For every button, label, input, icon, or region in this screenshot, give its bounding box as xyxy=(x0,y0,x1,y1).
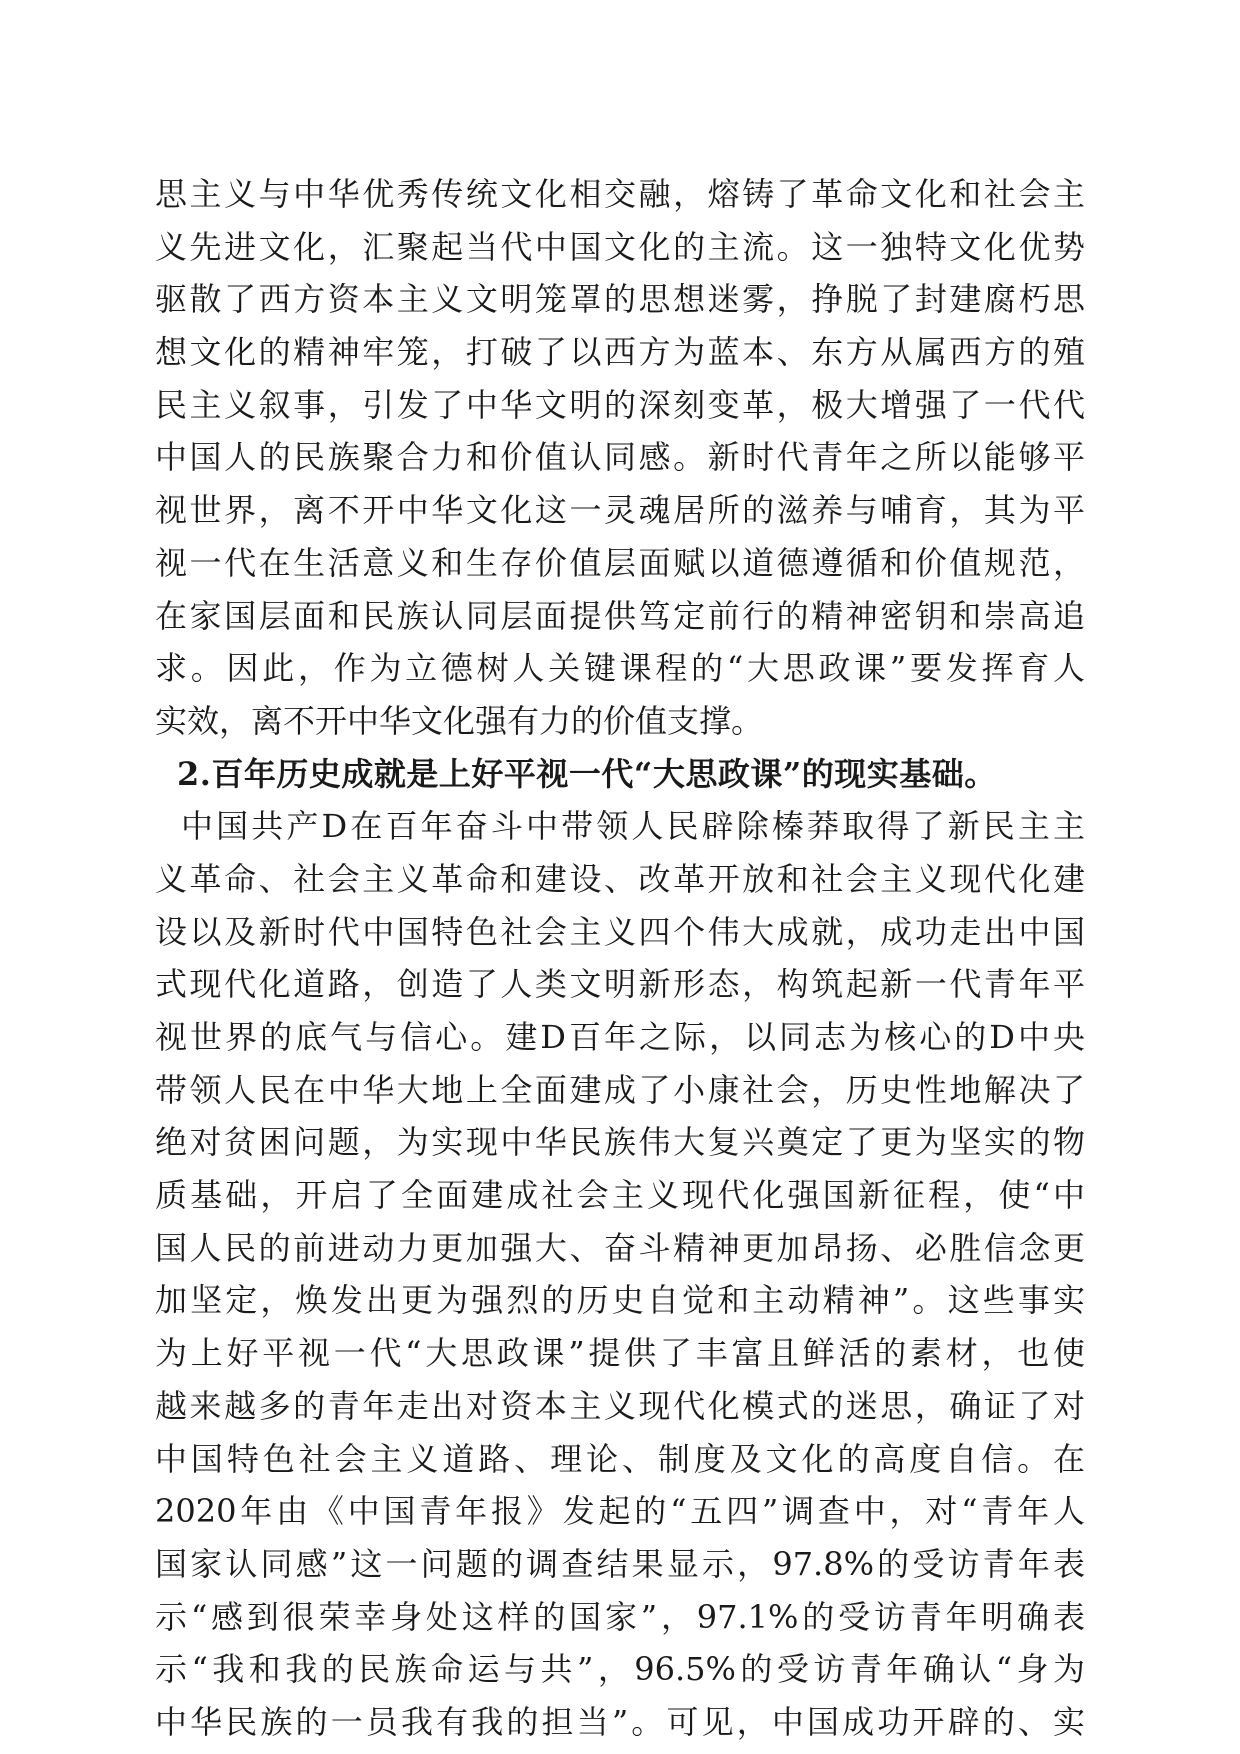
paragraph-line: 加坚定，焕发出更为强烈的历史自觉和主动精神”。这些事实 xyxy=(155,1281,1085,1320)
paragraph-line: 带领人民在中华大地上全面建成了小康社会，历史性地解决了 xyxy=(155,1070,1085,1109)
paragraph-line: 义先进文化，汇聚起当代中国文化的主流。这一独特文化优势 xyxy=(155,227,1085,266)
paragraph-line: 中国人的民族聚合力和价值认同感。新时代青年之所以能够平 xyxy=(155,438,1085,477)
paragraph-line: 求。因此，作为立德树人关键课程的“大思政课”要发挥育人 xyxy=(155,649,1085,688)
paragraph-line: 中国特色社会主义道路、理论、制度及文化的高度自信。在 xyxy=(155,1439,1085,1478)
paragraph-line: 思主义与中华优秀传统文化相交融，熔铸了革命文化和社会主 xyxy=(155,175,1085,213)
paragraph-line: 驱散了西方资本主义文明笼罩的思想迷雾，挣脱了封建腐朽思 xyxy=(155,280,1085,319)
paragraph-line: 中华民族的一员我有我的担当”。可见，中国成功开辟的、实 xyxy=(155,1702,1085,1741)
paragraph-line: 示“感到很荣幸身处这样的国家”，97.1%的受访青年明确表 xyxy=(155,1597,1085,1636)
paragraph-line: 示“我和我的民族命运与共”，96.5%的受访青年确认“身为 xyxy=(155,1650,1085,1689)
paragraph-culture xyxy=(155,168,1085,748)
paragraph-line: 想文化的精神牢笼，打破了以西方为蓝本、东方从属西方的殖 xyxy=(155,333,1085,372)
paragraph-line: 2020年由《中国青年报》发起的“五四”调查中，对“青年人 xyxy=(155,1492,1085,1531)
paragraph-line: 质基础，开启了全面建成社会主义现代化强国新征程，使“中 xyxy=(155,1176,1085,1215)
paragraph-line: 在家国层面和民族认同层面提供笃定前行的精神密钥和崇高追 xyxy=(155,596,1085,635)
paragraph-line: 中国共产D在百年奋斗中带领人民辟除榛莽取得了新民主主 xyxy=(181,807,1085,846)
paragraph-line: 越来越多的青年走出对资本主义现代化模式的迷思，确证了对 xyxy=(155,1386,1085,1425)
paragraph-line: 视世界，离不开中华文化这一灵魂居所的滋养与哺育，其为平 xyxy=(155,491,1085,530)
paragraph-line: 式现代化道路，创造了人类文明新形态，构筑起新一代青年平 xyxy=(155,965,1085,1004)
paragraph-line: 视一代在生活意义和生存价值层面赋以道德遵循和价值规范， xyxy=(155,543,1085,582)
paragraph-history xyxy=(155,800,1085,1748)
document-page xyxy=(155,168,1085,1749)
paragraph-line: 实效，离不开中华文化强有力的价值支撑。 xyxy=(155,701,764,740)
paragraph-line: 为上好平视一代“大思政课”提供了丰富且鲜活的素材，也使 xyxy=(155,1334,1085,1373)
paragraph-line: 国人民的前进动力更加强大、奋斗精神更加昂扬、必胜信念更 xyxy=(155,1228,1085,1267)
paragraph-line: 义革命、社会主义革命和建设、改革开放和社会主义现代化建 xyxy=(155,859,1085,898)
paragraph-line: 视世界的底气与信心。建D百年之际，以同志为核心的D中央 xyxy=(155,1018,1085,1056)
paragraph-line: 绝对贫困问题，为实现中华民族伟大复兴奠定了更为坚实的物 xyxy=(155,1123,1085,1162)
paragraph-line: 国家认同感”这一问题的调查结果显示，97.8%的受访青年表 xyxy=(155,1544,1085,1583)
section-heading: 2.百年历史成就是上好平视一代“大思政课”的现实基础。 xyxy=(177,754,997,793)
paragraph-line: 民主义叙事，引发了中华文明的深刻变革，极大增强了一代代 xyxy=(155,385,1085,424)
paragraph-line: 设以及新时代中国特色社会主义四个伟大成就，成功走出中国 xyxy=(155,912,1085,951)
